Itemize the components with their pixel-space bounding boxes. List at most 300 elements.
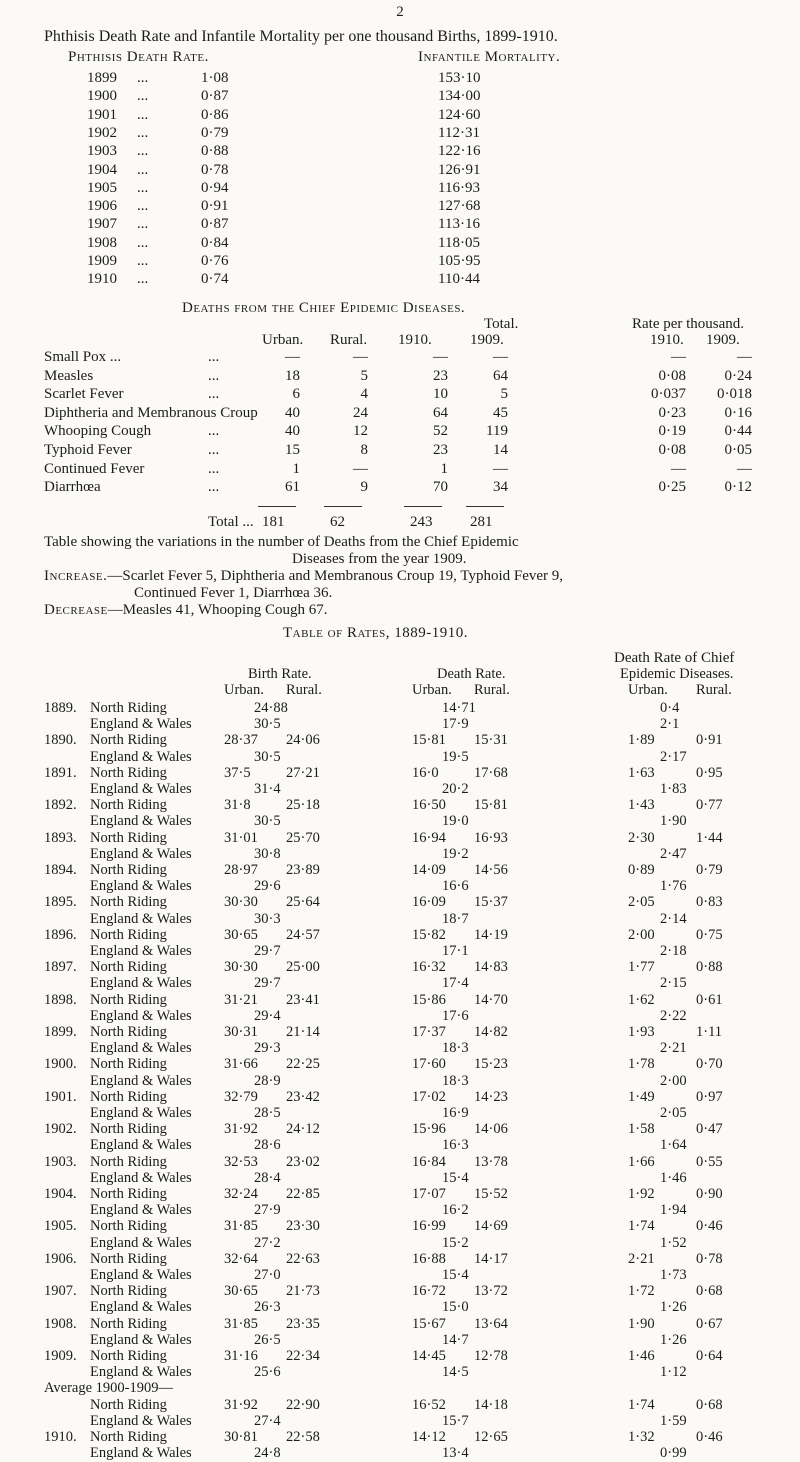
rates-nr-value: 14·18 <box>474 1396 508 1413</box>
rates-nr-value: 28·97 <box>224 862 258 878</box>
ph-leader: ... <box>137 271 149 288</box>
rates-ew-label: England & Wales <box>90 1169 192 1186</box>
epidemic-row <box>0 461 800 480</box>
rates-nr-value: 22·85 <box>286 1186 320 1202</box>
rates-nr-value: 16·99 <box>412 1218 446 1235</box>
rates-nr-row <box>0 1348 800 1365</box>
rates-ew-value: 29·7 <box>254 975 281 992</box>
rates-nr-label: North Riding <box>90 1283 167 1300</box>
rates-nr-label: North Riding <box>90 894 167 911</box>
rates-nr-value: 31·92 <box>224 1396 258 1413</box>
epidemic-rural: 4 <box>360 386 368 403</box>
col-urban: Urban. <box>262 332 304 348</box>
ph-year: 1899 <box>87 70 117 86</box>
ph-infantile: 105·95 <box>438 253 481 269</box>
epidemic-rural: — <box>353 349 368 365</box>
epidemic-r1910: 0·08 <box>658 442 686 458</box>
ph-rate: 0·84 <box>201 234 229 251</box>
col-rural: Rural. <box>330 332 368 348</box>
rates-nr-value: 32·79 <box>224 1088 258 1105</box>
rates-nr-value: 14·83 <box>474 959 508 976</box>
rates-nr-value: 31·85 <box>224 1315 258 1332</box>
rates-nr-value: 16·52 <box>412 1396 446 1413</box>
rates-nr-value: 15·96 <box>412 1121 446 1138</box>
rates-nr-value: 31·85 <box>224 1218 258 1235</box>
rates-nr-label: North Riding <box>90 1429 167 1445</box>
rates-nr-value: 14·69 <box>474 1218 508 1235</box>
rates-ew-value: 17·1 <box>442 943 469 959</box>
rates-nr-value: 30·65 <box>224 926 258 943</box>
rates-ew-value: 27·4 <box>254 1412 281 1429</box>
rates-nr-value: 0·46 <box>696 1429 723 1445</box>
rates-ew-label: England & Wales <box>90 975 192 992</box>
epidemic-lead: ... <box>208 423 220 440</box>
rates-ew-value: 29·7 <box>254 943 281 959</box>
phthisis-row <box>0 88 800 107</box>
rates-ew-label: England & Wales <box>90 1234 192 1251</box>
rates-year: 1902. <box>44 1121 77 1138</box>
rates-ew-row <box>0 975 800 992</box>
rates-urban-2: Urban. <box>412 682 452 698</box>
rates-ew-value: 28·5 <box>254 1105 281 1121</box>
rates-year: 1901. <box>44 1088 77 1105</box>
rates-ew-value: 17·9 <box>442 716 469 733</box>
rates-nr-label: North Riding <box>90 1153 167 1170</box>
epidemic-title: Deaths from the Chief Epidemic Diseases. <box>182 300 466 316</box>
rates-ew-value: 13·4 <box>442 1445 469 1462</box>
rates-nr-value: 14·82 <box>474 1024 508 1040</box>
rates-nr-value: 32·24 <box>224 1186 258 1202</box>
rates-average-label-row <box>0 1380 800 1397</box>
epidemic-r1909: 0·24 <box>724 367 752 384</box>
ph-leader: ... <box>137 198 149 215</box>
epidemic-r1910: 0·19 <box>658 423 686 440</box>
ph-infantile: 126·91 <box>438 161 481 178</box>
epidemic-row <box>0 386 800 405</box>
rates-ew-row <box>0 1105 800 1122</box>
rates-ew-label: England & Wales <box>90 943 192 959</box>
rates-nr-value: 17·02 <box>412 1088 446 1105</box>
rates-ew-value: 18·3 <box>442 1040 469 1057</box>
total-rural: 62 <box>330 514 345 530</box>
rates-year: 1905. <box>44 1218 77 1235</box>
rates-nr-row <box>0 927 800 944</box>
rates-ew-value: 29·3 <box>254 1040 281 1057</box>
epidemic-row <box>0 405 800 424</box>
rates-nr-label: North Riding <box>90 1186 167 1202</box>
page-number: 2 <box>396 4 404 20</box>
ph-rate: 0·94 <box>201 179 229 196</box>
rates-nr-row <box>0 830 800 847</box>
rates-nr-value: 1·66 <box>628 1153 655 1170</box>
epidemic-rural: 24 <box>353 404 368 421</box>
rates-ew-value: 30·3 <box>254 910 281 927</box>
rates-year: 1895. <box>44 894 77 911</box>
rates-year: 1908. <box>44 1315 77 1332</box>
rates-ew-row <box>0 878 800 895</box>
rates-nr-value: 14·71 <box>442 700 476 716</box>
rates-nr-value: 30·65 <box>224 1283 258 1300</box>
rates-nr-value: 23·30 <box>286 1218 320 1235</box>
rates-nr-value: 0·75 <box>696 926 723 943</box>
ph-infantile: 113·16 <box>438 216 480 233</box>
rates-nr-value: 16·09 <box>412 894 446 911</box>
rates-nr-value: 0·70 <box>696 1056 723 1073</box>
ph-year: 1900 <box>87 88 117 105</box>
rates-nr-value: 25·00 <box>286 959 320 976</box>
rates-rural-3: Rural. <box>696 682 732 698</box>
phthisis-row <box>0 253 800 272</box>
epidemic-r1910: — <box>671 460 686 477</box>
rates-ew-value: 27·0 <box>254 1267 281 1283</box>
rates-nr-value: 13·64 <box>474 1315 508 1332</box>
rates-ew-value: 1·83 <box>660 781 687 797</box>
rates-nr-value: 1·62 <box>628 991 655 1008</box>
total-rule-urban <box>258 506 296 507</box>
rates-ew-value: 1·26 <box>660 1331 687 1348</box>
rates-year: 1909. <box>44 1348 77 1364</box>
rates-nr-value: 1·77 <box>628 959 655 976</box>
ph-rate: 1·08 <box>201 70 229 86</box>
epidemic-r1909: — <box>737 460 752 477</box>
rates-ew-value: 1·46 <box>660 1169 687 1186</box>
rates-nr-value: 21·73 <box>286 1283 320 1300</box>
epidemic-t1909: — <box>493 349 508 365</box>
rates-nr-value: 2·05 <box>628 894 655 911</box>
rates-nr-value: 16·88 <box>412 1250 446 1267</box>
rates-nr-value: 1·44 <box>696 829 723 846</box>
epidemic-urban: — <box>285 349 300 365</box>
rates-urban-1: Urban. <box>224 682 264 698</box>
rates-nr-label: North Riding <box>90 1396 167 1413</box>
rates-ew-row <box>0 1235 800 1252</box>
rates-ew-value: 16·9 <box>442 1105 469 1121</box>
rates-nr-label: North Riding <box>90 1218 167 1235</box>
rates-ew-value: 27·2 <box>254 1234 281 1251</box>
rates-ew-value: 31·4 <box>254 781 281 797</box>
rates-nr-value: 1·72 <box>628 1283 655 1300</box>
total-label: Total ... <box>208 514 254 530</box>
page-title: Phthisis Death Rate and Infantile Mortality per one thousand Births, 1899-1910. <box>44 28 558 45</box>
rates-ew-value: 28·6 <box>254 1137 281 1154</box>
col-rate-1909: 1909. <box>706 332 740 348</box>
rates-ew-row <box>0 1332 800 1349</box>
rates-ew-value: 17·6 <box>442 1007 469 1024</box>
ph-year: 1907 <box>87 216 117 233</box>
ph-rate: 0·74 <box>201 271 229 288</box>
rates-nr-value: 25·18 <box>286 797 320 814</box>
ph-leader: ... <box>137 88 149 105</box>
rates-nr-label: North Riding <box>90 700 167 716</box>
rates-nr-row <box>0 797 800 814</box>
rates-nr-value: 16·84 <box>412 1153 446 1170</box>
variation-note-2: Diseases from the year 1909. <box>292 551 467 567</box>
rates-nr-value: 16·93 <box>474 829 508 846</box>
total-1910: 243 <box>410 514 433 530</box>
rates-nr-value: 14·23 <box>474 1088 508 1105</box>
rates-ew-label: England & Wales <box>90 1105 192 1121</box>
ph-year: 1903 <box>87 143 117 160</box>
rates-year: 1893. <box>44 829 77 846</box>
phthisis-row <box>0 198 800 217</box>
rates-nr-value: 0·78 <box>696 1250 723 1267</box>
rates-nr-value: 23·02 <box>286 1153 320 1170</box>
rates-nr-value: 0·68 <box>696 1283 723 1300</box>
rates-nr-value: 16·94 <box>412 829 446 846</box>
rates-ew-value: 28·9 <box>254 1072 281 1089</box>
rates-ew-value: 26·5 <box>254 1331 281 1348</box>
rates-ew-row <box>0 1008 800 1025</box>
epidemic-lead: ... <box>208 367 220 384</box>
rates-ew-value: 16·2 <box>442 1202 469 1219</box>
rates-ew-value: 1·64 <box>660 1137 687 1154</box>
rates-nr-value: 1·74 <box>628 1396 655 1413</box>
rates-nr-value: 32·53 <box>224 1153 258 1170</box>
rates-nr-value: 2·00 <box>628 926 655 943</box>
rates-nr-row <box>0 1056 800 1073</box>
rates-nr-label: North Riding <box>90 1024 167 1040</box>
rates-nr-value: 13·78 <box>474 1153 508 1170</box>
rates-ew-value: 15·2 <box>442 1234 469 1251</box>
rates-nr-row <box>0 1121 800 1138</box>
rates-nr-value: 0·79 <box>696 862 723 878</box>
rates-nr-value: 24·12 <box>286 1121 320 1138</box>
infantile-header: Infantile Mortality. <box>418 49 561 65</box>
epidemic-urban: 40 <box>285 423 300 440</box>
rates-nr-value: 1·46 <box>628 1348 655 1364</box>
rates-ew-row <box>0 781 800 798</box>
rates-ew-value: 26·3 <box>254 1299 281 1316</box>
rates-head-birth: Birth Rate. <box>248 666 312 682</box>
rates-ew-value: 15·0 <box>442 1299 469 1316</box>
rates-ew-value: 2·18 <box>660 943 687 959</box>
rates-ew-value: 17·4 <box>442 975 469 992</box>
epidemic-t1910: 64 <box>433 404 448 421</box>
epidemic-urban: 1 <box>292 460 300 477</box>
phthisis-row <box>0 143 800 162</box>
epidemic-t1909: — <box>493 460 508 477</box>
total-urban: 181 <box>262 514 285 530</box>
rates-nr-value: 16·0 <box>412 764 439 781</box>
rates-ew-row <box>0 716 800 733</box>
rates-ew-value: 30·5 <box>254 813 281 830</box>
rates-nr-value: 23·42 <box>286 1088 320 1105</box>
epidemic-urban: 15 <box>285 442 300 458</box>
rates-ew-value: 1·26 <box>660 1299 687 1316</box>
rates-year: 1896. <box>44 926 77 943</box>
rates-rural-1: Rural. <box>286 682 322 698</box>
rates-ew-label: England & Wales <box>90 1445 192 1462</box>
rates-nr-row <box>0 1024 800 1041</box>
ph-year: 1908 <box>87 234 117 251</box>
rates-nr-value: 1·74 <box>628 1218 655 1235</box>
rates-ew-value: 24·8 <box>254 1445 281 1462</box>
rates-ew-value: 1·73 <box>660 1267 687 1283</box>
rates-ew-label: England & Wales <box>90 1364 192 1381</box>
rates-ew-value: 18·7 <box>442 910 469 927</box>
rates-ew-value: 15·4 <box>442 1169 469 1186</box>
epidemic-disease: Measles <box>44 367 94 384</box>
rates-ew-value: 18·3 <box>442 1072 469 1089</box>
rates-nr-label: North Riding <box>90 991 167 1008</box>
rates-nr-value: 0·89 <box>628 862 655 878</box>
phthisis-row <box>0 107 800 126</box>
rates-nr-value: 27·21 <box>286 764 320 781</box>
rates-ew-value: 28·4 <box>254 1169 281 1186</box>
rates-nr-value: 30·31 <box>224 1024 258 1040</box>
decrease-text: —Measles 41, Whooping Cough 67. <box>107 602 328 618</box>
epidemic-r1910: 0·037 <box>651 386 686 403</box>
rates-nr-row <box>0 732 800 749</box>
rates-nr-value: 13·72 <box>474 1283 508 1300</box>
variation-note: Table showing the variations in the number of Deaths from the Chief Epidemic <box>44 534 519 550</box>
ph-rate: 0·87 <box>201 216 229 233</box>
rates-nr-value: 15·81 <box>474 797 508 814</box>
epidemic-r1909: — <box>737 349 752 365</box>
rates-ew-label: England & Wales <box>90 910 192 927</box>
rates-head-chief-1: Death Rate of Chief <box>614 650 735 666</box>
rates-nr-value: 14·12 <box>412 1429 446 1445</box>
rates-ew-value: 1·52 <box>660 1234 687 1251</box>
ph-rate: 0·86 <box>201 106 229 123</box>
rates-nr-row <box>0 959 800 976</box>
rates-ew-value: 2·15 <box>660 975 687 992</box>
rates-ew-label: England & Wales <box>90 748 192 765</box>
rates-ew-value: 15·7 <box>442 1412 469 1429</box>
rates-ew-row <box>0 1202 800 1219</box>
rates-nr-value: 12·78 <box>474 1348 508 1364</box>
rates-nr-value: 0·55 <box>696 1153 723 1170</box>
rates-ew-value: 30·5 <box>254 716 281 733</box>
epidemic-r1909: 0·16 <box>724 404 752 421</box>
rates-nr-value: 1·58 <box>628 1121 655 1138</box>
rates-ew-value: 2·05 <box>660 1105 687 1121</box>
ph-infantile: 118·05 <box>438 234 480 251</box>
epidemic-rural: 8 <box>360 442 368 458</box>
rates-nr-value: 16·72 <box>412 1283 446 1300</box>
rates-nr-value: 28·37 <box>224 732 258 749</box>
rates-nr-value: 14·70 <box>474 991 508 1008</box>
epidemic-t1910: 23 <box>433 442 448 458</box>
ph-rate: 0·78 <box>201 161 229 178</box>
rates-ew-row <box>0 943 800 960</box>
rates-ew-value: 19·0 <box>442 813 469 830</box>
rates-ew-label: England & Wales <box>90 1267 192 1283</box>
rates-nr-value: 0·47 <box>696 1121 723 1138</box>
ph-rate: 0·76 <box>201 253 229 269</box>
epidemic-row <box>0 423 800 442</box>
rates-ew-value: 19·2 <box>442 845 469 862</box>
rates-nr-value: 17·68 <box>474 764 508 781</box>
rates-nr-label: North Riding <box>90 1088 167 1105</box>
rates-nr-label: North Riding <box>90 829 167 846</box>
rates-nr-value: 23·89 <box>286 862 320 878</box>
epidemic-r1910: 0·08 <box>658 367 686 384</box>
rates-nr-value: 1·43 <box>628 797 655 814</box>
rates-ew-value: 1·76 <box>660 878 687 895</box>
epidemic-disease: Diarrhœa <box>44 479 101 496</box>
rates-nr-value: 24·57 <box>286 926 320 943</box>
rates-nr-value: 17·60 <box>412 1056 446 1073</box>
epidemic-urban: 40 <box>285 404 300 421</box>
rates-head-row <box>0 666 800 683</box>
rates-nr-value: 2·30 <box>628 829 655 846</box>
rates-ew-label: England & Wales <box>90 1299 192 1316</box>
rates-ew-row <box>0 1170 800 1187</box>
rates-nr-row <box>0 992 800 1009</box>
rates-ew-value: 0·99 <box>660 1445 687 1462</box>
rates-nr-row <box>0 1218 800 1235</box>
epidemic-r1910: 0·25 <box>658 479 686 496</box>
rates-ew-label: England & Wales <box>90 1412 192 1429</box>
rates-ew-value: 1·90 <box>660 813 687 830</box>
rates-ew-value: 16·6 <box>442 878 469 895</box>
rates-ew-row <box>0 749 800 766</box>
rates-nr-row <box>0 1429 800 1446</box>
rates-ew-label: England & Wales <box>90 1331 192 1348</box>
rates-nr-value: 25·64 <box>286 894 320 911</box>
rates-nr-row <box>0 1316 800 1333</box>
epidemic-rural: 12 <box>353 423 368 440</box>
rates-year: 1898. <box>44 991 77 1008</box>
rates-ew-label: England & Wales <box>90 813 192 830</box>
rates-nr-label: North Riding <box>90 797 167 814</box>
epidemic-disease: Whooping Cough <box>44 423 152 440</box>
rates-nr-value: 0·68 <box>696 1396 723 1413</box>
rates-ew-value: 2·17 <box>660 748 687 765</box>
total-rule-rural <box>324 506 362 507</box>
rates-urban-3: Urban. <box>628 682 668 698</box>
rates-nr-value: 22·63 <box>286 1250 320 1267</box>
ph-leader: ... <box>137 179 149 196</box>
ph-rate: 0·87 <box>201 88 229 105</box>
rates-nr-label: North Riding <box>90 1315 167 1332</box>
rates-ew-row <box>0 1364 800 1381</box>
ph-year: 1902 <box>87 124 117 141</box>
epidemic-r1909: 0·44 <box>724 423 752 440</box>
rates-ew-value: 29·4 <box>254 1007 281 1024</box>
rates-nr-label: North Riding <box>90 1056 167 1073</box>
rates-ew-label: England & Wales <box>90 1137 192 1154</box>
ph-year: 1906 <box>87 198 117 215</box>
epidemic-t1909: 5 <box>500 386 508 403</box>
rates-year: 1894. <box>44 862 77 878</box>
rates-nr-row <box>0 1283 800 1300</box>
rates-ew-value: 16·3 <box>442 1137 469 1154</box>
col-1910: 1910. <box>398 332 432 348</box>
rates-nr-row <box>0 862 800 879</box>
rates-nr-value: 22·34 <box>286 1348 320 1364</box>
rates-nr-row <box>0 1251 800 1268</box>
epidemic-disease: Typhoid Fever <box>44 442 132 458</box>
rates-nr-label: North Riding <box>90 1348 167 1364</box>
ph-leader: ... <box>137 216 149 233</box>
epidemic-t1910: 10 <box>433 386 448 403</box>
rates-nr-value: 30·30 <box>224 959 258 976</box>
epidemic-total-header: Total. <box>484 316 519 332</box>
ph-infantile: 134·00 <box>438 88 481 105</box>
rates-year: 1897. <box>44 959 77 976</box>
rates-nr-value: 15·37 <box>474 894 508 911</box>
rates-ew-value: 30·5 <box>254 748 281 765</box>
col-1909: 1909. <box>470 332 504 348</box>
ph-infantile: 127·68 <box>438 198 481 215</box>
epidemic-lead: ... <box>208 442 220 458</box>
rates-nr-value: 30·30 <box>224 894 258 911</box>
rates-ew-row <box>0 813 800 830</box>
rates-ew-value: 1·94 <box>660 1202 687 1219</box>
rates-ew-value: 2·21 <box>660 1040 687 1057</box>
